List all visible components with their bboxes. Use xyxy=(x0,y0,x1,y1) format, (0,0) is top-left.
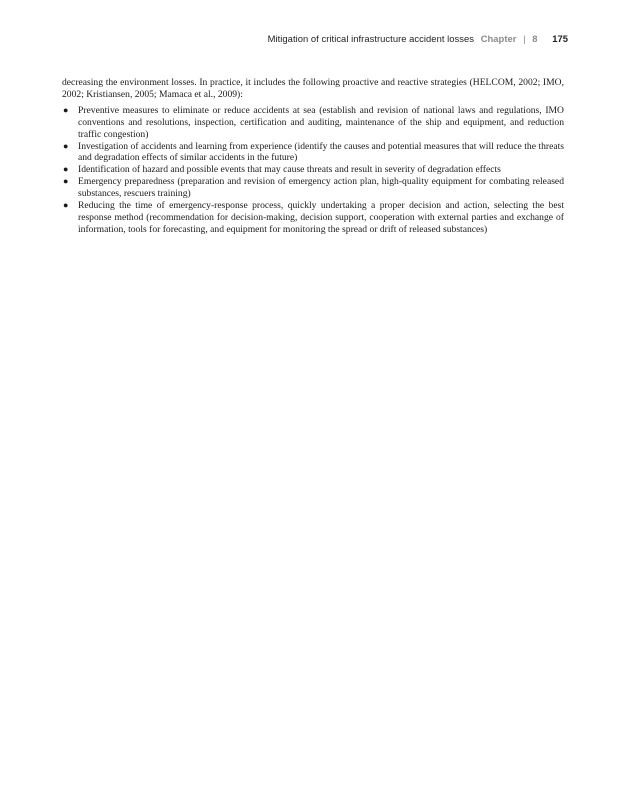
list-item-text: Preventive measures to eliminate or reduce accidents at sea (establish and revision of national laws and regulations, IMO conventions and resolutions, inspection, certification and auditing, maintenance of the ship and equipment, and reduction traffic congestion) xyxy=(78,104,564,140)
list-item xyxy=(62,176,564,200)
page-body xyxy=(62,77,564,236)
bullet-icon: ● xyxy=(63,176,69,187)
chapter-label: Chapter xyxy=(480,33,517,44)
running-header xyxy=(268,33,568,44)
header-separator: | xyxy=(523,33,526,44)
intro-paragraph: decreasing the environment losses. In practice, it includes the following proactive and reactive strategies (HELCOM, 2002; IMO, 2002; Kristiansen, 2005; Mamaca et al., 2009): xyxy=(62,77,564,100)
bullet-icon: ● xyxy=(63,140,69,151)
bullet-icon: ● xyxy=(63,104,69,115)
list-item xyxy=(62,141,564,165)
page-number: 175 xyxy=(552,33,568,44)
bullet-icon: ● xyxy=(63,164,69,175)
list-item-text: Reducing the time of emergency-response process, quickly undertaking a proper decision and action, selecting the best response method (recommendation for decision-making, decision support, cooperation with external parties and exchange of information, tools for forecasting, and equipment for monitoring the spread or drift of released substances) xyxy=(78,200,564,235)
list-item-text: Identification of hazard and possible events that may cause threats and result in severity of degradation effects xyxy=(78,164,501,176)
running-header-title: Mitigation of critical infrastructure accident losses xyxy=(267,33,475,44)
strategy-list xyxy=(62,105,564,236)
chapter-number: 8 xyxy=(532,33,538,44)
list-item-text: Investigation of accidents and learning from experience (identify the causes and potential measures that will reduce the threats and degradation effects of similar accidents in the future) xyxy=(78,140,564,164)
list-item-text: Emergency preparedness (preparation and revision of emergency action plan, high-quality equipment for combating released substances, rescuers training) xyxy=(78,176,564,200)
list-item xyxy=(62,200,564,236)
bullet-icon: ● xyxy=(63,200,69,211)
list-item xyxy=(62,164,564,176)
list-item xyxy=(62,105,564,141)
